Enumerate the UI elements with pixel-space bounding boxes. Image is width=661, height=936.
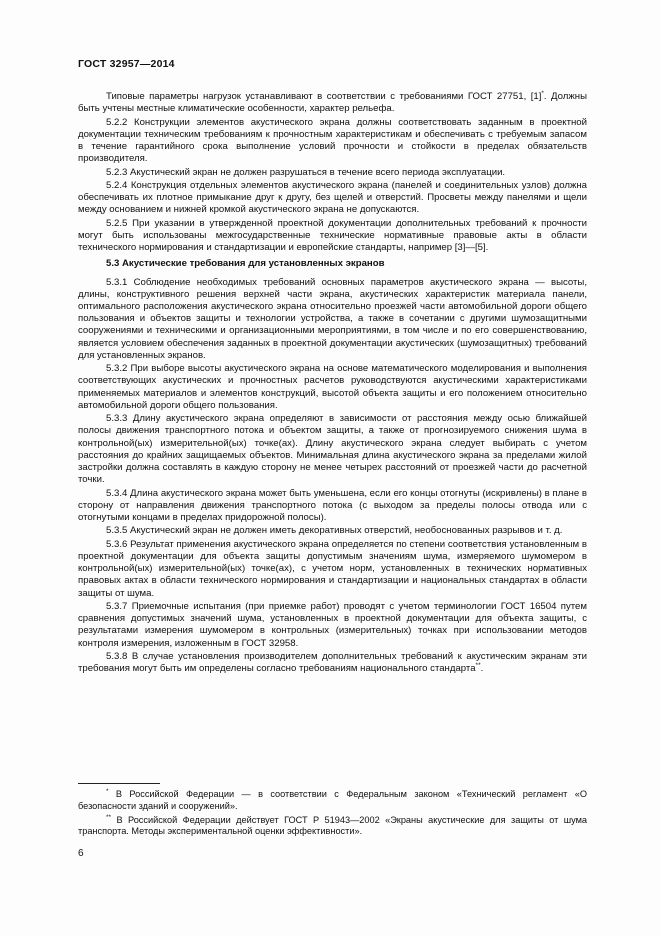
footnote-divider	[78, 783, 160, 784]
paragraph-5-3-8: 5.3.8 В случае установления производителем дополнительных требований к акустическим экранам эти требования могут быть им определены согласно требованиям национального стандарта**.	[78, 651, 587, 675]
paragraph-5-3-7: 5.3.7 Приемочные испытания (при приемке работ) проводят с учетом терминологии ГОСТ 16504 путем сравнения допустимых значений шума, установленных в проектной документации для объекта защиты, с результатами измерения шумомером в контрольных (измерительных) точках при использовании методов контроля измерения, изложенным в ГОСТ 32958.	[78, 601, 587, 649]
footnote-2: ** В Российской Федерации действует ГОСТ Р 51943—2002 «Экраны акустические для защиты от шума транспорта. Методы экспериментальной оценки эффективности».	[78, 813, 587, 837]
page-number: 6	[78, 848, 84, 859]
paragraph-5-3-1: 5.3.1 Соблюдение необходимых требований основных параметров акустического экрана — высоты, длины, конструктивного решения верхней части экрана, акустических характеристик материала панели, оптимального расположения акустического экрана относительно проезжей части автомобильной дороги общего пользования и объектов защиты и технологии устройства, а также в сочетании с другими шумозащитными сооружениями и техническими и организационными мероприятиями, в том числе и по его совершенствованию, является условием обеспечения заданных в проектной документации акустических (шумозащитных) требований для установленных экранов.	[78, 276, 587, 361]
footnotes	[78, 789, 587, 840]
paragraph-5-3-6: 5.3.6 Результат применения акустического экрана определяется по степени соответствия установленным в проектной документации для объекта защиты допустимым значениям шума, измеряемого шумомером в контрольной(ых) измерительной(ых) точке(ах), с учетом норм, установленных в технических нормативных правовых актах в области технического нормирования и стандартизации и национальных стандартах в области защиты от шума.	[78, 538, 587, 599]
paragraph-5-3-5: 5.3.5 Акустический экран не должен иметь декоративных отверстий, необоснованных разрывов и т. д.	[106, 525, 563, 537]
section-heading-5-3: 5.3 Акустические требования для установленных экранов	[106, 258, 385, 270]
paragraph-load-params: Типовые параметры нагрузок устанавливают в соответствии с требованиями ГОСТ 27751, [1]*. Должны быть учтены местные климатические особенности, характер рельефа.	[78, 89, 587, 115]
document-header-code: ГОСТ 32957—2014	[78, 58, 175, 70]
footnote-1: * В Российской Федерации — в соответствии с Федеральным законом «Технический регламент «О безопасности зданий и сооружений».	[78, 787, 587, 811]
paragraph-5-3-4: 5.3.4 Длина акустического экрана может быть уменьшена, если его концы отогнуты (искривлены) в плане в сторону от направления движения транспортного потока (с выходом за пределы полосы отвода или с отогнутыми концами в пределах придорожной полосы).	[78, 487, 587, 524]
paragraph-5-2-4: 5.2.4 Конструкция отдельных элементов акустического экрана (панелей и соединительных узлов) должна обеспечивать их плотное примыкание друг к другу, без щелей и отверстий. Просветы между панелями и щели между основанием и нижней кромкой акустического экрана не допускаются.	[78, 179, 587, 216]
paragraph-5-2-2: 5.2.2 Конструкции элементов акустического экрана должны соответствовать заданным в проектной документации техническим требованиям к прочностным характеристикам и обеспечивать с требуемым запасом в течение гарантийного срока выполнение условий прочности и стойкости в пределах обязательств производителя.	[78, 116, 587, 165]
paragraph-5-2-5: 5.2.5 При указании в утвержденной проектной документации дополнительных требований к прочности могут быть использованы межгосударственные технические нормативные правовые акты в области технического нормирования и стандартизации и европейские стандарты, например [3]—[5].	[78, 217, 587, 254]
body-text	[78, 91, 587, 677]
paragraph-5-3-2: 5.3.2 При выборе высоты акустического экрана на основе математического моделирования и выполнения соответствующих акустических и прочностных расчетов руководствуются акустическими характеристиками применяемых материалов и элементов конструкций, высотой объекта защиты и его положением относительно автомобильной дороги общего пользования.	[78, 363, 587, 411]
paragraph-5-3-3: 5.3.3 Длину акустического экрана определяют в зависимости от расстояния между осью ближайшей полосы движения транспортного потока и объектом защиты, а также от прогнозируемого снижения шума в контрольной(ых) измерительной(ых) точке(ах). Длину акустического экрана следует выбирать с учетом расстояния до крайних защищаемых объектов. Минимальная длина акустического экрана за пределами жилой застройки должна составлять в каждую сторону не менее четырех расстояний от проезжей части до расчетной точки.	[78, 413, 587, 486]
footnote-ref-1: *	[541, 89, 544, 97]
footnote-ref-2: **	[475, 662, 481, 670]
paragraph-5-2-3: 5.2.3 Акустический экран не должен разрушаться в течение всего периода эксплуатации.	[106, 166, 506, 178]
